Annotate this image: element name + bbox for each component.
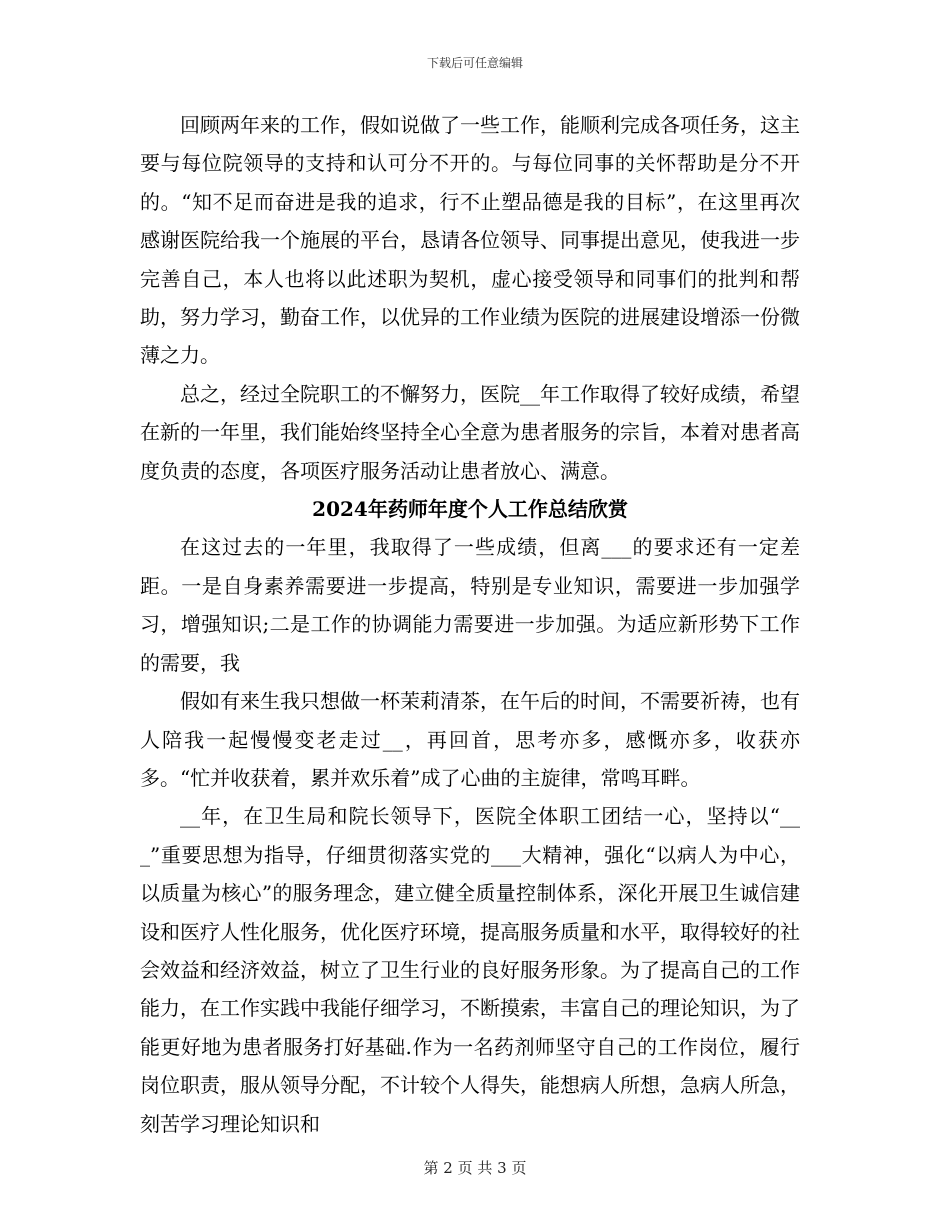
paragraph-achievements: 在这过去的一年里，我取得了一些成绩，但离___的要求还有一定差距。一是自身素养需要进一步提高，特别是专业知识，需要进一步加强学习，增强知识;二是工作的协调能力需要进一步加强。为适应新形势下工作的需要，我 (140, 535, 800, 675)
page-footer: 第 2 页 共 3 页 (423, 1159, 527, 1177)
paragraph-summary: 总之，经过全院职工的不懈努力，医院__年工作取得了较好成绩，希望在新的一年里，我们能始终坚持全心全意为患者服务的宗旨，本着对患者高度负责的态度，各项医疗服务活动让患者放心、满意。 (140, 381, 800, 483)
paragraph-review: 回顾两年来的工作，假如说做了一些工作，能顺利完成各项任务，这主要与每位院领导的支持和认可分不开的。与每位同事的关怀帮助是分不开的。“知不足而奋进是我的追求，行不止塑品德是我的目标”，在这里再次感谢医院给我一个施展的平台，恳请各位领导、同事提出意见，使我进一步完善自己，本人也将以此述职为契机，虚心接受领导和同事们的批判和帮助，努力学习，勤奋工作，以优异的工作业绩为医院的进展建设增添一份微薄之力。 (140, 113, 800, 368)
page-header: 下载后可任意编辑 (426, 56, 523, 70)
paragraph-jasmine-tea: 假如有来生我只想做一杯茉莉清茶，在午后的时间，不需要祈祷，也有人陪我一起慢慢变老走过__，再回首，思考亦多，感慨亦多，收获亦多。“忙并收获着，累并欢乐着”成了心曲的主旋律，常鸣耳畔。 (140, 689, 800, 790)
section-title: 2024年药师年度个人工作总结欣赏 (312, 497, 628, 522)
paragraph-hospital-year: __年，在卫生局和院长领导下，医院全体职工团结一心，坚持以“___”重要思想为指导，仔细贯彻落实党的___大精神，强化“以病人为中心，以质量为核心”的服务理念，建立健全质量控制体系，深化开展卫生诚信建设和医疗人性化服务，优化医疗环境，提高服务质量和水平，取得较好的社会效益和经济效益，树立了卫生行业的良好服务形象。为了提高自己的工作能力，在工作实践中我能仔细学习，不断摸索，丰富自己的理论知识，为了能更好地为患者服务打好基础.作为一名药剂师坚守自己的工作岗位，履行岗位职责，服从领导分配，不计较个人得失，能想病人所想，急病人所急，刻苦学习理论知识和 (140, 804, 800, 1136)
document-body (140, 106, 800, 1143)
